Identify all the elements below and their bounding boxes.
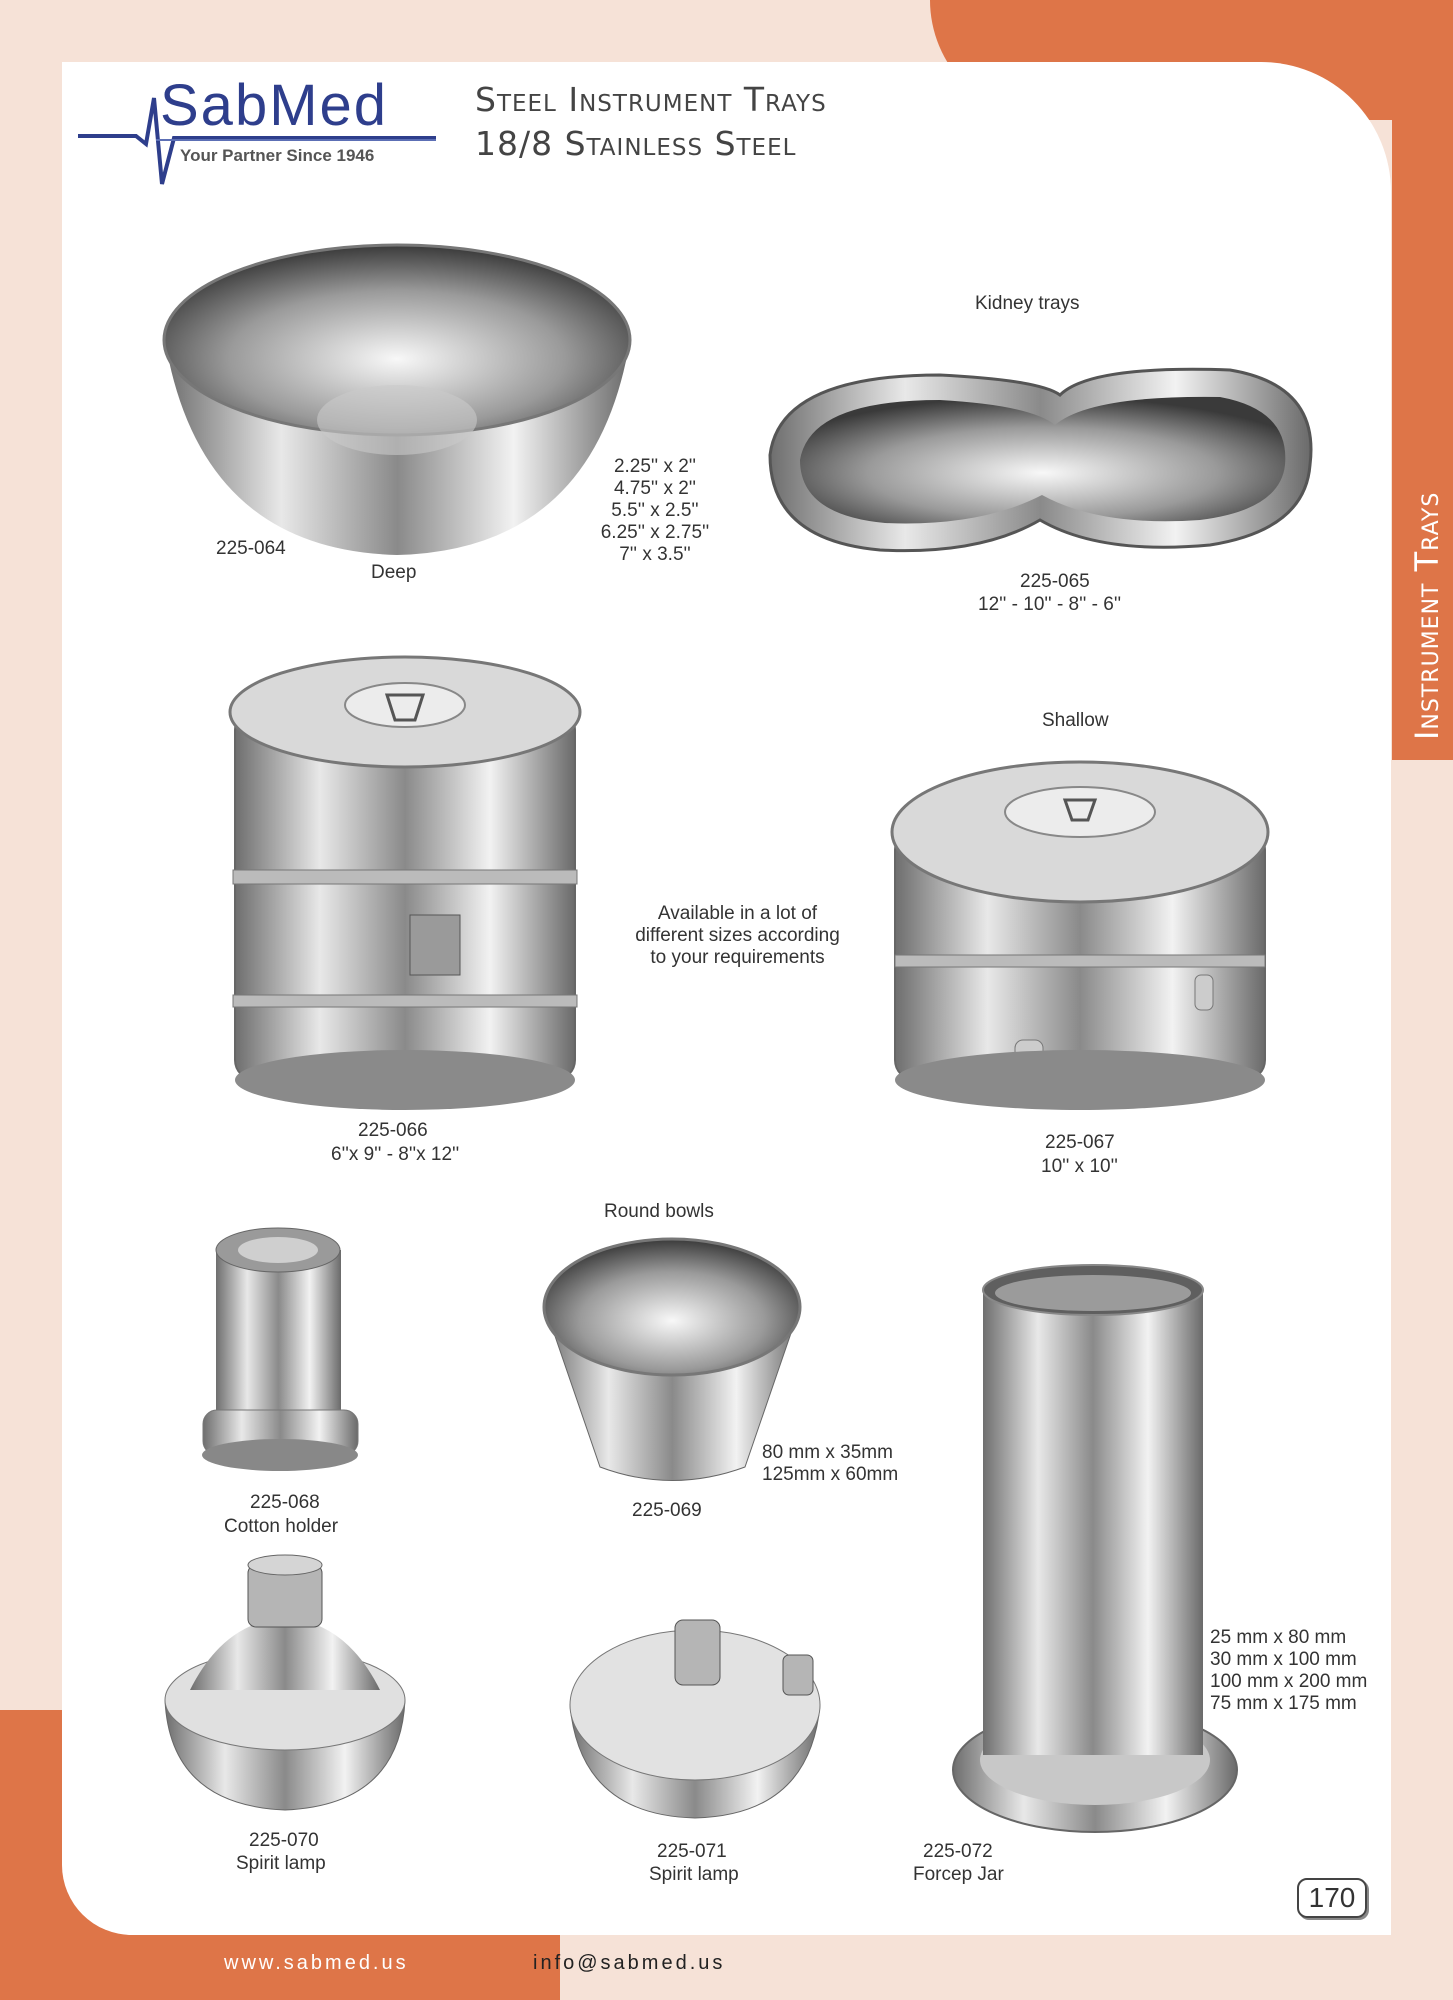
spirit-lamp-image	[160, 1550, 410, 1815]
size-label: 125mm x 60mm	[762, 1464, 899, 1485]
product-name: Cotton holder	[224, 1516, 339, 1537]
sterilizing-drum-shallow-image	[890, 750, 1270, 1120]
section-heading: Shallow	[1042, 710, 1109, 731]
size-label: 4.75'' x 2''	[613, 478, 697, 499]
sterilizing-drum-tall-image	[215, 650, 605, 1110]
product-name: Spirit lamp	[649, 1864, 739, 1885]
product-code: 225-068	[250, 1492, 320, 1513]
product-code: 225-065	[1020, 571, 1090, 592]
page-title-line2: 18/8 Stainless Steel	[475, 124, 797, 163]
note-line: Available in a lot of	[657, 903, 818, 924]
product-sizes: 12'' - 10'' - 8'' - 6''	[978, 594, 1122, 615]
page-number: 170	[1297, 1878, 1367, 1918]
product-name: Spirit lamp	[236, 1853, 326, 1874]
size-label: 30 mm x 100 mm	[1210, 1649, 1357, 1670]
size-label: 7'' x 3.5''	[619, 544, 691, 565]
note-line: different sizes according	[635, 925, 840, 946]
product-code: 225-064	[216, 538, 286, 559]
product-sizes: 10'' x 10''	[1041, 1156, 1118, 1177]
product-code: 225-071	[657, 1841, 727, 1862]
size-label: 75 mm x 175 mm	[1210, 1693, 1357, 1714]
size-label: 25 mm x 80 mm	[1210, 1627, 1347, 1648]
note-line: to your requirements	[650, 947, 825, 968]
forcep-jar-image	[950, 1265, 1245, 1845]
product-code: 225-072	[923, 1841, 993, 1862]
page-title-line1: Steel Instrument Trays	[475, 80, 827, 119]
side-tab-label: Instrument Trays	[1408, 491, 1446, 740]
cotton-holder-image	[200, 1220, 365, 1475]
product-code: 225-067	[1045, 1132, 1115, 1153]
product-code: 225-070	[249, 1830, 319, 1851]
section-heading: Round bowls	[604, 1201, 714, 1222]
brand-name: SabMed	[160, 73, 389, 138]
footer-website-link[interactable]: www.sabmed.us	[224, 1952, 409, 1974]
size-label: 5.5'' x 2.5''	[611, 500, 699, 521]
section-heading: Kidney trays	[975, 293, 1080, 314]
product-sizes: 6''x 9'' - 8''x 12''	[331, 1144, 460, 1165]
product-name: Deep	[371, 562, 417, 583]
deep-bowl-image	[160, 240, 635, 560]
size-label: 100 mm x 200 mm	[1210, 1671, 1368, 1692]
product-code: 225-069	[632, 1500, 702, 1521]
brand-tagline: Your Partner Since 1946	[180, 146, 375, 165]
spirit-lamp-small-image	[565, 1610, 835, 1825]
size-label: 6.25'' x 2.75''	[600, 522, 710, 543]
size-label: 2.25'' x 2''	[613, 456, 697, 477]
footer-email-link[interactable]: info@sabmed.us	[533, 1952, 726, 1974]
kidney-tray-image	[760, 355, 1320, 565]
product-code: 225-066	[358, 1120, 428, 1141]
product-name: Forcep Jar	[913, 1864, 1004, 1885]
size-label: 80 mm x 35mm	[762, 1442, 893, 1463]
